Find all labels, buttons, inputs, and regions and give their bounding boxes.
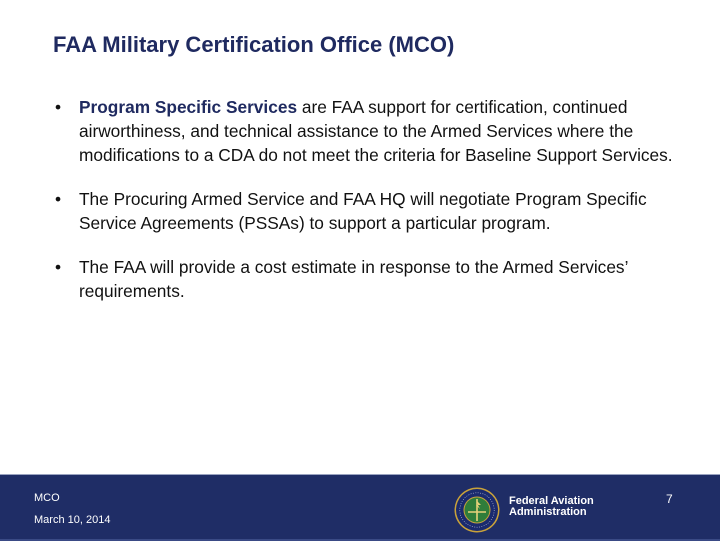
bullet-dot: • bbox=[55, 97, 62, 117]
footer-label: MCO bbox=[34, 492, 60, 504]
bullet-item bbox=[53, 95, 693, 167]
footer-date: March 10, 2014 bbox=[34, 514, 111, 526]
agency-name bbox=[509, 496, 594, 518]
slide-title: FAA Military Certification Office (MCO) bbox=[53, 32, 455, 57]
bullet-item bbox=[53, 255, 693, 303]
bullet-list bbox=[53, 95, 693, 323]
slide-footer bbox=[0, 474, 720, 541]
agency-name-line2: Administration bbox=[509, 506, 587, 518]
bullet-lead-text: Program Specific Services bbox=[79, 97, 298, 117]
bullet-text: The Procuring Armed Service and FAA HQ will negotiate Program Specific Service Agreements (PSSAs) to support a particular program. bbox=[79, 189, 647, 233]
bullet-dot: • bbox=[55, 257, 62, 277]
bullet-text: The FAA will provide a cost estimate in response to the Armed Services’ requirements. bbox=[79, 257, 628, 301]
bullet-text: are FAA support for certification, continued airworthiness, and technical assistance to the Armed Services where the modifications to a CDA do not meet the criteria for Baseline Support Services. bbox=[79, 97, 673, 165]
bullet-item bbox=[53, 187, 693, 235]
page-number: 7 bbox=[666, 492, 673, 506]
bullet-dot: • bbox=[55, 189, 62, 209]
agency-name-line1: Federal Aviation bbox=[509, 495, 594, 507]
faa-seal-icon bbox=[454, 487, 500, 533]
